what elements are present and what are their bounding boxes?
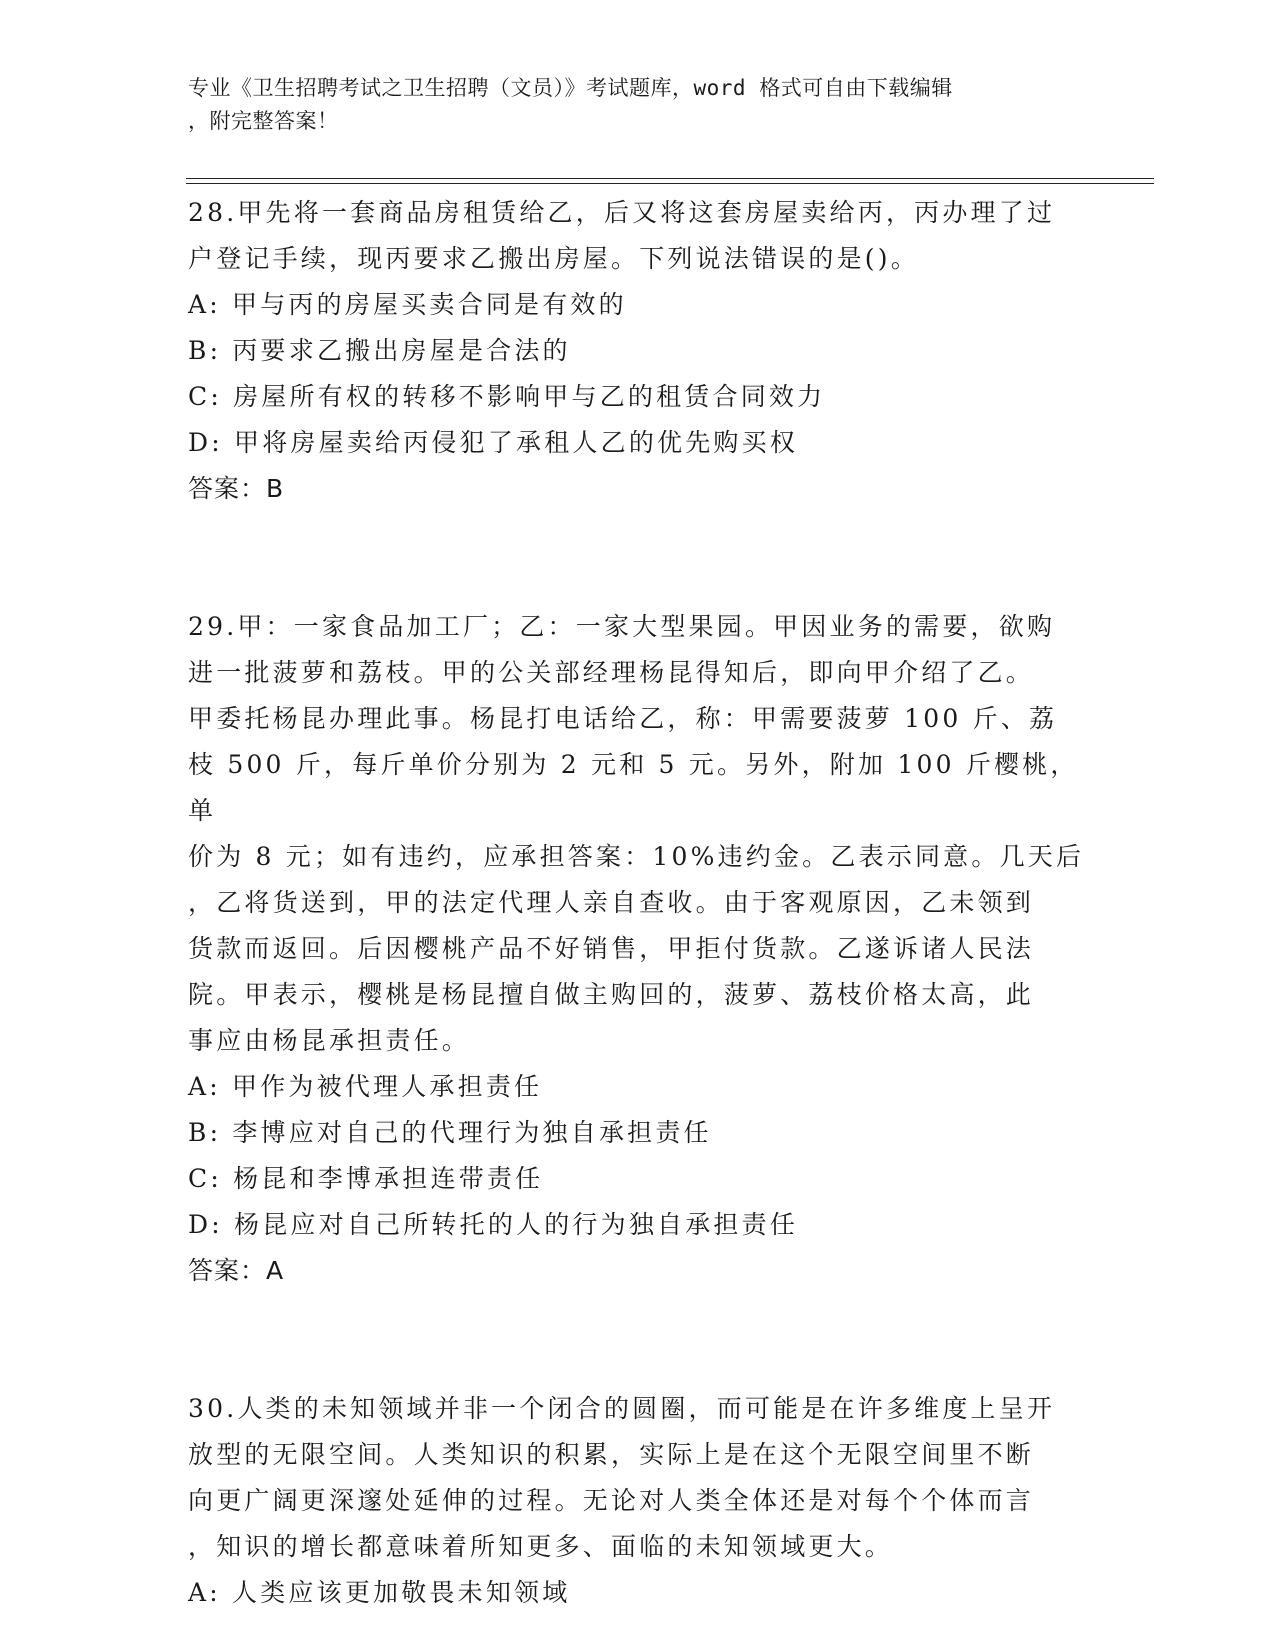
- question-stem-line: 户登记手续，现丙要求乙搬出房屋。下列说法错误的是()。: [188, 244, 919, 273]
- question-stem-line: 向更广阔更深邃处延伸的过程。无论对人类全体还是对每个个体而言: [188, 1486, 1035, 1515]
- question-stem-line: 放型的无限空间。人类知识的积累，实际上是在这个无限空间里不断: [188, 1440, 1035, 1469]
- document-header: [188, 72, 1068, 138]
- option-a: A: 甲作为被代理人承担责任: [188, 1072, 543, 1101]
- header-divider-bottom: [186, 183, 1154, 184]
- question-stem-line: 院。甲表示，樱桃是杨昆擅自做主购回的，菠萝、荔枝价格太高，此: [188, 980, 1035, 1009]
- option-a: A: 甲与丙的房屋买卖合同是有效的: [188, 290, 627, 319]
- option-c: C: 房屋所有权的转移不影响甲与乙的租赁合同效力: [188, 382, 826, 411]
- question-stem-line: 进一批菠萝和荔枝。甲的公关部经理杨昆得知后，即向甲介绍了乙。: [188, 658, 1035, 687]
- option-d: D: 杨昆应对自己所转托的人的行为独自承担责任: [188, 1210, 799, 1239]
- question-stem-line: 30.人类的未知领域并非一个闭合的圆圈，而可能是在许多维度上呈开: [188, 1394, 1056, 1423]
- question-spacer: [188, 1294, 1088, 1386]
- question-stem-line: ，知识的增长都意味着所知更多、面临的未知领域更大。: [188, 1532, 894, 1561]
- question-28: [188, 190, 1088, 512]
- option-b: B: 丙要求乙搬出房屋是合法的: [188, 336, 571, 365]
- question-stem-line: 事应由杨昆承担责任。: [188, 1026, 471, 1055]
- option-a: A: 人类应该更加敬畏未知领域: [188, 1578, 571, 1607]
- question-29: [188, 604, 1088, 1294]
- question-30: [188, 1386, 1088, 1616]
- question-stem-line: ，乙将货送到，甲的法定代理人亲自查收。由于客观原因，乙未领到: [188, 888, 1035, 917]
- question-stem-line: 29.甲：一家食品加工厂；乙：一家大型果园。甲因业务的需要，欲购: [188, 612, 1056, 641]
- question-stem-line: 价为 8 元；如有违约，应承担答案：10%违约金。乙表示同意。几天后: [188, 842, 1085, 871]
- question-spacer: [188, 512, 1088, 604]
- answer-label: 答案：A: [188, 1256, 285, 1285]
- option-d: D: 甲将房屋卖给丙侵犯了承租人乙的优先购买权: [188, 428, 799, 457]
- header-divider-top: [186, 178, 1154, 179]
- question-stem-line: 枝 500 斤，每斤单价分别为 2 元和 5 元。另外，附加 100 斤樱桃，单: [188, 750, 1079, 825]
- question-list: [188, 190, 1088, 1616]
- header-line-1: 专业《卫生招聘考试之卫生招聘（文员）》考试题库，word 格式可自由下载编辑: [188, 76, 953, 100]
- header-line-2: ，附完整答案！: [188, 109, 339, 133]
- question-stem-line: 28.甲先将一套商品房租赁给乙，后又将这套房屋卖给丙，丙办理了过: [188, 198, 1056, 227]
- question-stem-line: 货款而返回。后因樱桃产品不好销售，甲拒付货款。乙遂诉诸人民法: [188, 934, 1035, 963]
- answer-label: 答案：B: [188, 474, 285, 503]
- question-stem-line: 甲委托杨昆办理此事。杨昆打电话给乙，称：甲需要菠萝 100 斤、荔: [188, 704, 1058, 733]
- option-b: B: 李博应对自己的代理行为独自承担责任: [188, 1118, 712, 1147]
- option-c: C: 杨昆和李博承担连带责任: [188, 1164, 544, 1193]
